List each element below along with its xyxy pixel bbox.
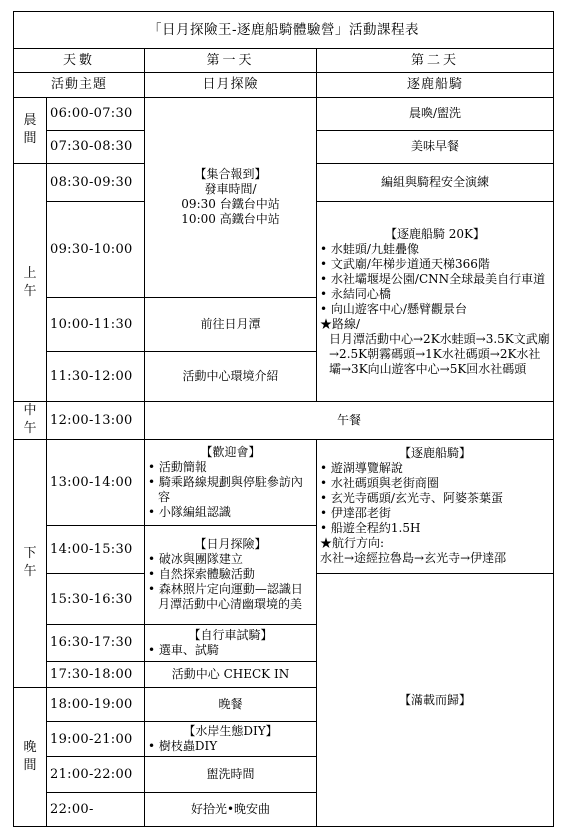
day1-assembly: 【集合報到】 發車時間/ 09:30 台鐵台中站 10:00 高鐵台中站: [145, 97, 317, 297]
time-slot: 10:00-11:30: [47, 297, 145, 351]
time-slot: 13:00-14:00: [47, 439, 145, 526]
period-forenoon: 上 午: [14, 163, 47, 401]
day2-return: 【滿載而歸】: [317, 574, 554, 827]
time-slot: 11:30-12:00: [47, 352, 145, 402]
time-slot: 16:30-17:30: [47, 624, 145, 661]
lunch: 午餐: [145, 402, 554, 439]
time-slot: 15:30-16:30: [47, 574, 145, 624]
day2-ride: 【逐鹿船騎 20K】 • 水蛙頭/九蛙疊像 • 文武廟/年梯步道通天梯366階 • 水社壩堰堤公園/CNN全球最美自行車道 • 永結同心橋 • 向山遊客中心/懸臂觀景台 ★ 路線/ 日月潭活動中心→2K水蛙頭→3.5K文武廟→2.5K朝霧碼頭→1K水社碼頭→2K水社壩→3K向山遊客中心→5K回水社碼頭: [317, 202, 554, 402]
day1-explore: 【日月探險】 • 破冰與團隊建立 • 自然探索體驗活動 • 森林照片定向運動—認識日月潭活動中心清幽環境的美: [145, 526, 317, 625]
day2-safety: 編組與騎程安全演練: [317, 163, 554, 201]
period-evening: 晚 間: [14, 688, 47, 827]
day2-breakfast: 美味早餐: [317, 130, 554, 163]
header-day1: 第一天: [145, 49, 317, 73]
theme-label: 活動主題: [14, 73, 145, 97]
time-slot: 19:00-21:00: [47, 722, 145, 757]
day1-welcome: 【歡迎會】 • 活動簡報 • 騎乘路線規劃與停駐參訪內容 • 小隊編組認識: [145, 439, 317, 526]
time-slot: 14:00-15:30: [47, 526, 145, 574]
day1-checkin: 活動中心 CHECK IN: [145, 661, 317, 687]
period-noon: 中 午: [14, 402, 47, 439]
day1-waterside: 【水岸生態DIY】 • 樹枝蟲DIY: [145, 722, 317, 757]
time-slot: 17:30-18:00: [47, 661, 145, 687]
time-slot: 08:30-09:30: [47, 163, 145, 201]
day1-center-intro: 活動中心環境介紹: [145, 352, 317, 402]
day1-bike-trial: 【自行車試騎】 • 選車、試騎: [145, 624, 317, 661]
day2-boat: 【逐鹿船騎】 • 遊湖導覽解說 • 水社碼頭與老街商圈 • 玄光寺碼頭/玄光寺、阿婆茶葉蛋 • 伊達邵老街 • 船遊全程約1.5H ★ 航行方向: 水社→途經拉魯島→玄光寺→伊達邵: [317, 439, 554, 574]
header-day2: 第二天: [317, 49, 554, 73]
theme-day1: 日月探險: [145, 73, 317, 97]
header-days: 天數: [14, 49, 145, 73]
time-slot: 12:00-13:00: [47, 402, 145, 439]
time-slot: 22:00-: [47, 792, 145, 826]
time-slot: 06:00-07:30: [47, 97, 145, 130]
time-slot: 18:00-19:00: [47, 688, 145, 722]
day1-go-lake: 前往日月潭: [145, 297, 317, 351]
schedule-table: [13, 11, 554, 827]
day1-goodnight: 好拾光•晚安曲: [145, 792, 317, 826]
day2-wake: 晨喚/盥洗: [317, 97, 554, 130]
period-afternoon: 下 午: [14, 439, 47, 687]
day1-dinner: 晚餐: [145, 688, 317, 722]
time-slot: 07:30-08:30: [47, 130, 145, 163]
time-slot: 09:30-10:00: [47, 202, 145, 298]
day1-wash: 盥洗時間: [145, 757, 317, 792]
time-slot: 21:00-22:00: [47, 757, 145, 792]
theme-day2: 逐鹿船騎: [317, 73, 554, 97]
period-morning: 晨 間: [14, 97, 47, 163]
schedule-title: 「日月探險王-逐鹿船騎體驗營」活動課程表: [14, 12, 554, 49]
